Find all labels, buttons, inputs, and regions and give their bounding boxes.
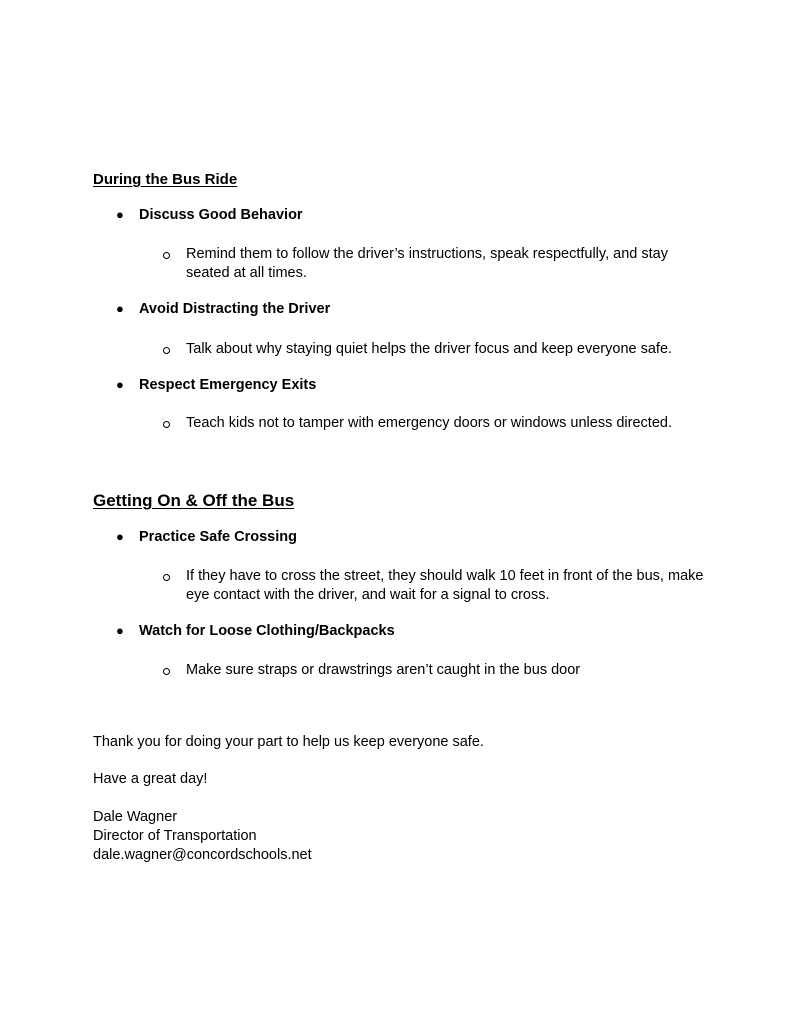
sub-item-text: Make sure straps or drawstrings aren’t caught in the bus door	[186, 662, 581, 678]
bullet-icon: ●	[116, 529, 124, 544]
hollow-bullet-icon	[161, 340, 171, 360]
hollow-bullet-icon	[161, 661, 171, 681]
bullet-icon: ●	[116, 623, 124, 638]
bullet-label: Respect Emergency Exits	[139, 377, 317, 393]
hollow-bullet-icon	[161, 567, 171, 587]
section-heading-during-bus-ride: During the Bus Ride	[93, 171, 238, 188]
bullet-label: Avoid Distracting the Driver	[139, 301, 331, 317]
hollow-bullet-icon	[161, 414, 171, 434]
bullet-icon: ●	[116, 377, 124, 392]
signature-title: Director of Transportation	[93, 828, 257, 844]
sub-item-text: If they have to cross the street, they should walk 10 feet in front of the bus, make eye contact with the driver, and wait for a signal to cross.	[186, 568, 704, 603]
sub-item-text: Teach kids not to tamper with emergency doors or windows unless directed.	[186, 415, 672, 431]
bullet-icon: ●	[116, 207, 124, 222]
section-heading-getting-on-off: Getting On & Off the Bus	[93, 491, 295, 510]
sub-item-text: Talk about why staying quiet helps the driver focus and keep everyone safe.	[186, 341, 673, 357]
sub-item-text: Remind them to follow the driver’s instructions, speak respectfully, and stay seated at all times.	[186, 246, 668, 281]
signature-email: dale.wagner@concordschools.net	[93, 847, 312, 863]
bullet-label: Watch for Loose Clothing/Backpacks	[139, 623, 395, 639]
thank-you-text: Thank you for doing your part to help us keep everyone safe.	[93, 734, 484, 750]
bullet-label: Discuss Good Behavior	[139, 207, 303, 223]
hollow-bullet-icon	[161, 245, 171, 265]
greeting-text: Have a great day!	[93, 771, 208, 787]
bullet-icon: ●	[116, 301, 124, 316]
bullet-label: Practice Safe Crossing	[139, 529, 297, 545]
signature-name: Dale Wagner	[93, 809, 178, 825]
